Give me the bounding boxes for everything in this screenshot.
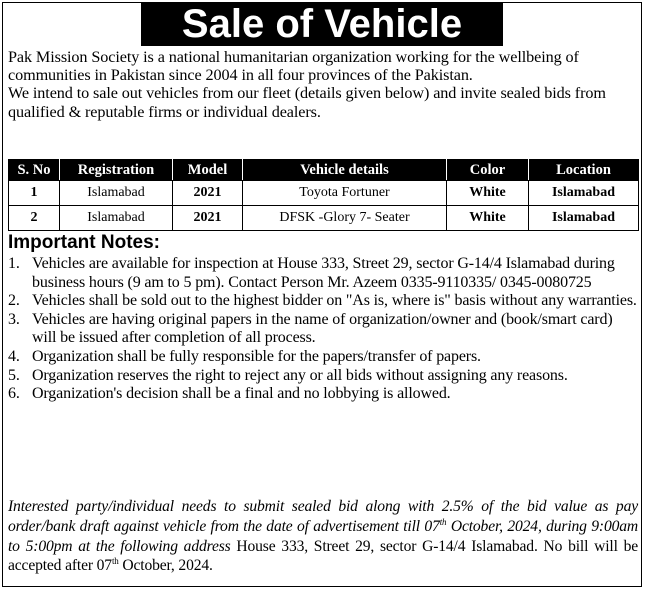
table-header-row xyxy=(9,160,639,181)
note-text: Vehicles are having original papers in the name of organization/owner and (book/smart card) will be issued after completion of all process. xyxy=(32,310,613,347)
note-text: Organization shall be fully responsible for the papers/transfer of papers. xyxy=(32,347,481,365)
footer-text-1: Interested party/individual needs to submit sealed bid along with 2.5% of the bid value as pay order/bank draft against vehicle from the date of advertisement till 07 xyxy=(8,498,638,535)
list-item xyxy=(8,311,640,348)
cell-color: White xyxy=(447,206,529,231)
footer-sup-1: th xyxy=(439,516,447,527)
header-vehicle-details: Vehicle details xyxy=(243,160,447,181)
footer-sup-2: th xyxy=(111,556,119,567)
list-item xyxy=(8,367,640,386)
note-text: Organization's decision shall be a final and no lobbying is allowed. xyxy=(32,385,451,403)
list-item xyxy=(8,385,640,404)
notes-list xyxy=(8,255,640,404)
footer-text-2: October, 2024, during 9:00am to 5:00pm at the following address xyxy=(8,517,639,555)
header-location: Location xyxy=(529,160,639,181)
page-title: Sale of Vehicle xyxy=(141,2,503,46)
note-number: 1. xyxy=(8,255,20,272)
note-number: 6. xyxy=(8,385,20,403)
table-row xyxy=(9,181,639,206)
vehicle-table xyxy=(8,159,639,231)
footer-address: House 333, Street 29, sector G-14/4 Islamabad. No bill will be accepted after 07 xyxy=(8,537,638,575)
list-item xyxy=(8,255,640,292)
cell-model: 2021 xyxy=(173,181,243,206)
footer-text-4: October, 2024. xyxy=(118,557,213,575)
cell-vehicle-details: Toyota Fortuner xyxy=(243,181,447,206)
note-text: Vehicles shall be sold out to the highest bidder on "As is, where is" basis without any warranties. xyxy=(32,292,637,310)
notes-heading: Important Notes: xyxy=(8,232,160,253)
cell-registration: Islamabad xyxy=(60,181,173,206)
list-item xyxy=(8,348,640,367)
cell-sno: 2 xyxy=(9,206,60,231)
cell-vehicle-details: DFSK -Glory 7- Seater xyxy=(243,206,447,231)
cell-registration: Islamabad xyxy=(60,206,173,231)
cell-sno: 1 xyxy=(9,181,60,206)
header-registration: Registration xyxy=(60,160,173,181)
cell-color: White xyxy=(447,181,529,206)
submission-instructions xyxy=(8,497,638,576)
intro-section xyxy=(8,48,640,121)
table-row xyxy=(9,206,639,231)
intro-paragraph-1: Pak Mission Society is a national humanitarian organization working for the wellbeing of communities in Pakistan since 2004 in all four provinces of the Pakistan. xyxy=(8,48,579,85)
note-text: Vehicles are available for inspection at House 333, Street 29, sector G-14/4 Islamabad during business hours (9 am to 5 pm). Contact Person Mr. Azeem 0335-9110335/ 0345-0080725 xyxy=(32,255,615,291)
list-item xyxy=(8,292,640,311)
intro-paragraph-2: We intend to sale out vehicles from our fleet (details given below) and invite sealed bids from qualified & reputable firms or individual dealers. xyxy=(8,84,606,121)
note-number: 5. xyxy=(8,366,20,384)
header-sno: S. No xyxy=(9,160,60,181)
note-number: 3. xyxy=(8,310,20,328)
header-model: Model xyxy=(173,160,243,181)
note-number: 2. xyxy=(8,292,20,310)
cell-location: Islamabad xyxy=(529,181,639,206)
note-number: 4. xyxy=(8,347,20,365)
cell-location: Islamabad xyxy=(529,206,639,231)
header-color: Color xyxy=(447,160,529,181)
note-text: Organization reserves the right to reject any or all bids without assigning any reasons. xyxy=(32,366,568,384)
cell-model: 2021 xyxy=(173,206,243,231)
